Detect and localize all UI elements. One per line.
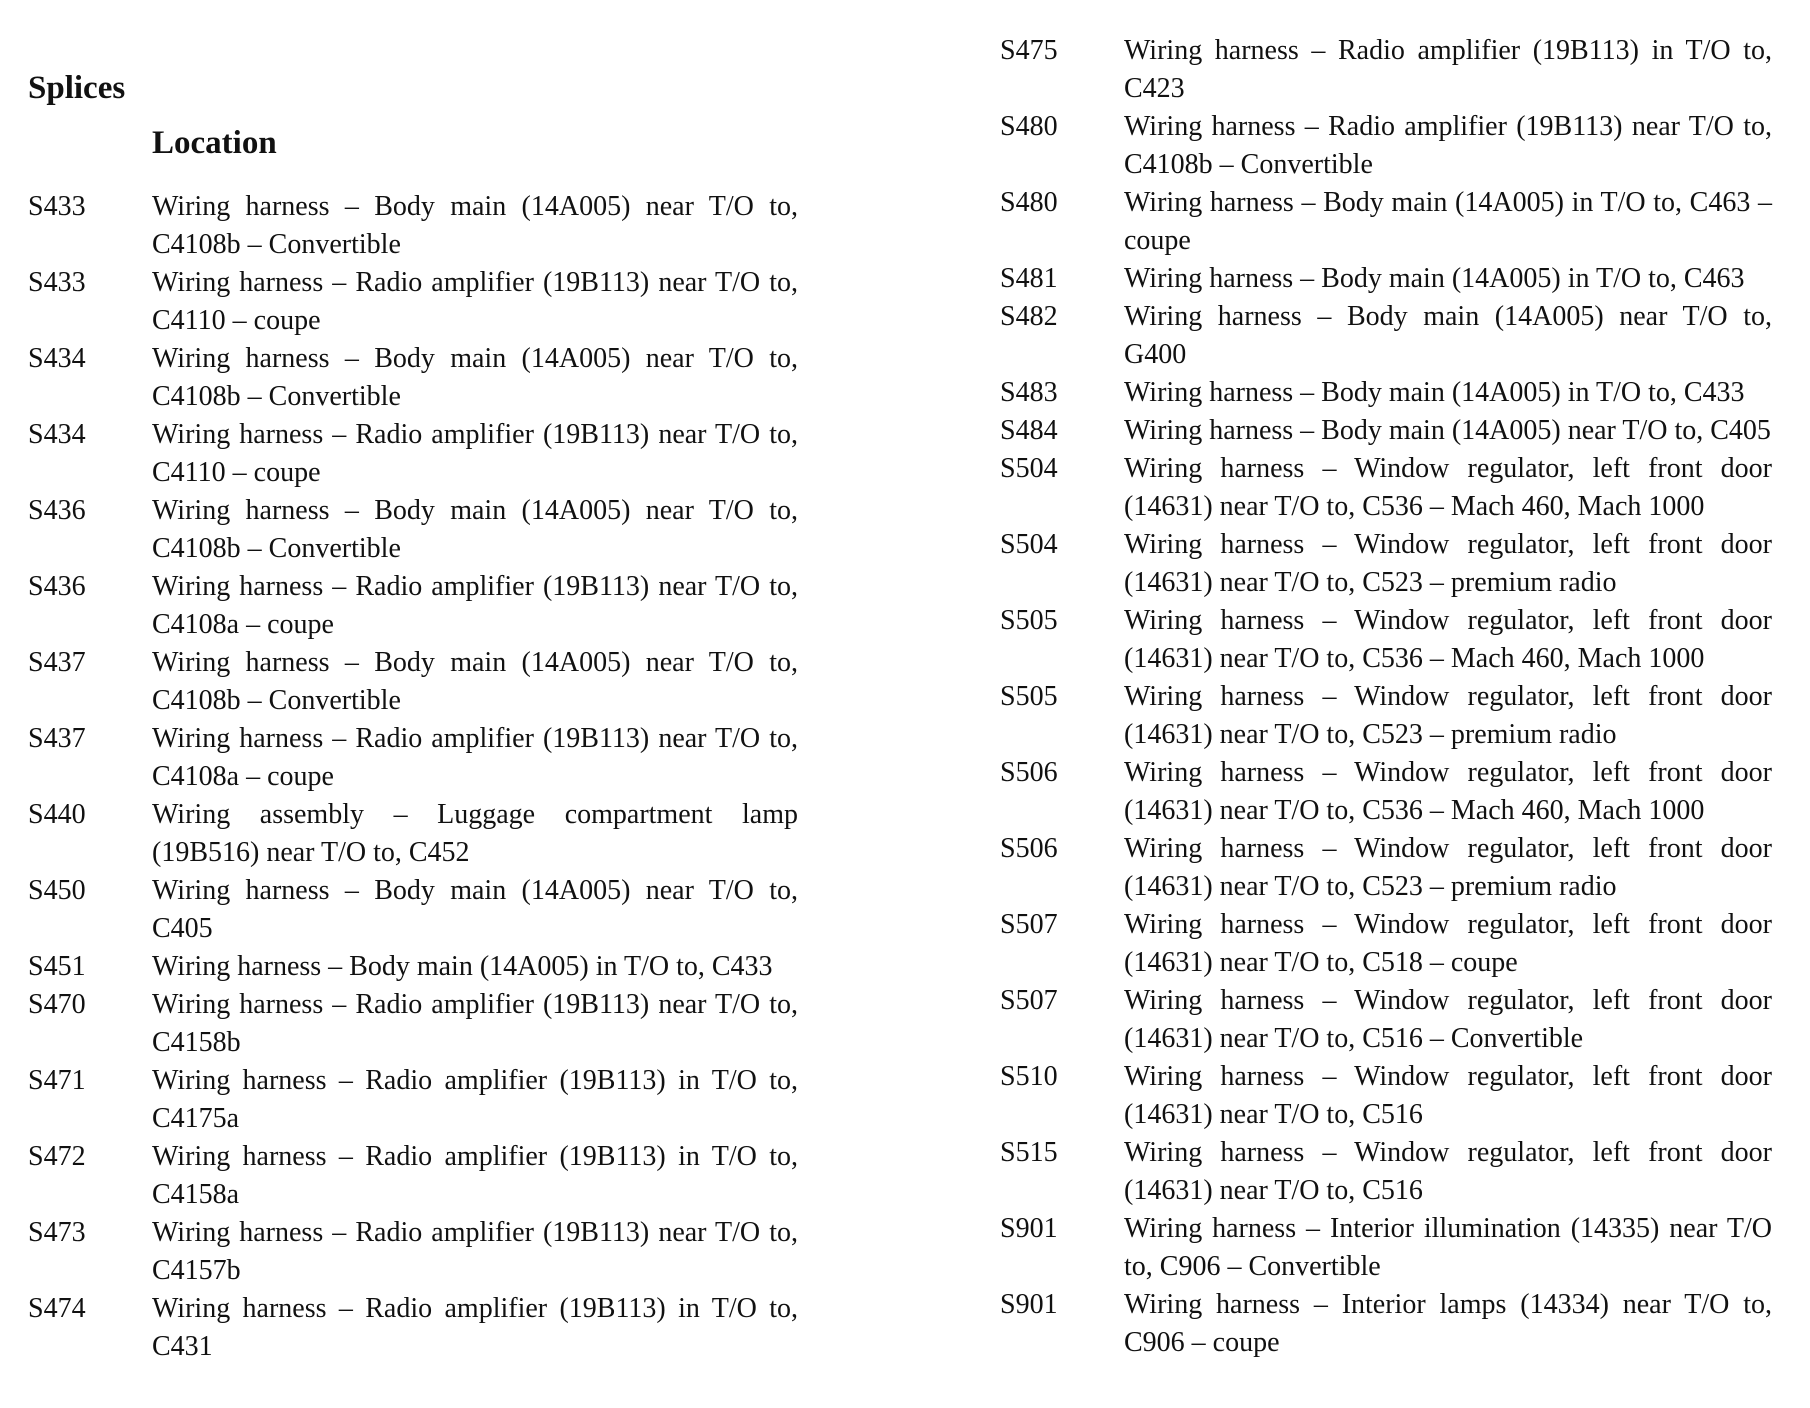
splice-entry xyxy=(1000,1058,1772,1134)
splice-id: S440 xyxy=(28,799,86,830)
splice-entry xyxy=(28,1290,798,1366)
splice-location: Wiring harness – Radio amplifier (19B113) in T/O to, C423 xyxy=(1124,35,1772,104)
splice-id: S434 xyxy=(28,343,86,374)
splice-location: Wiring harness – Window regulator, left front door (14631) near T/O to, C518 – coupe xyxy=(1124,909,1772,978)
splice-location: Wiring harness – Window regulator, left front door (14631) near T/O to, C536 – Mach 460, Mach 1000 xyxy=(1124,605,1772,674)
splice-entry xyxy=(28,264,798,340)
splice-entry xyxy=(28,1138,798,1214)
splice-id: S505 xyxy=(1000,681,1058,712)
splice-id: S515 xyxy=(1000,1137,1058,1168)
splice-id: S433 xyxy=(28,267,86,298)
splice-location: Wiring harness – Body main (14A005) in T/O to, C463 – coupe xyxy=(1124,187,1772,256)
splice-id: S475 xyxy=(1000,35,1058,66)
splice-entry xyxy=(1000,32,1772,108)
splice-id: S482 xyxy=(1000,301,1058,332)
page-title: Splices xyxy=(28,70,126,106)
splice-id: S470 xyxy=(28,989,86,1020)
splice-location: Wiring harness – Body main (14A005) in T/O to, C433 xyxy=(152,951,773,982)
splice-entry xyxy=(28,796,798,872)
splice-id: S507 xyxy=(1000,985,1058,1016)
splice-id: S473 xyxy=(28,1217,86,1248)
splice-entry xyxy=(1000,678,1772,754)
splice-id: S474 xyxy=(28,1293,86,1324)
splice-id: S433 xyxy=(28,191,86,222)
splice-location: Wiring harness – Radio amplifier (19B113) near T/O to, C4108a – coupe xyxy=(152,571,798,640)
splice-entry xyxy=(1000,298,1772,374)
splice-entry xyxy=(28,872,798,948)
splice-location: Wiring harness – Radio amplifier (19B113) in T/O to, C4158a xyxy=(152,1141,798,1210)
splice-location: Wiring harness – Window regulator, left front door (14631) near T/O to, C523 – premium radio xyxy=(1124,681,1772,750)
splice-id: S437 xyxy=(28,647,86,678)
splice-entry xyxy=(1000,108,1772,184)
splice-id: S450 xyxy=(28,875,86,906)
splice-entry xyxy=(1000,754,1772,830)
splice-id: S481 xyxy=(1000,263,1058,294)
splice-location: Wiring harness – Interior illumination (14335) near T/O to, C906 – Convertible xyxy=(1124,1213,1772,1282)
splice-entry xyxy=(28,1062,798,1138)
splice-id: S506 xyxy=(1000,757,1058,788)
splice-entry xyxy=(1000,906,1772,982)
splice-id: S507 xyxy=(1000,909,1058,940)
splice-entry xyxy=(1000,450,1772,526)
splice-id: S505 xyxy=(1000,605,1058,636)
splice-entry xyxy=(28,492,798,568)
splice-entry xyxy=(28,986,798,1062)
splice-entry xyxy=(28,1214,798,1290)
splice-entry xyxy=(1000,602,1772,678)
splice-id: S472 xyxy=(28,1141,86,1172)
splice-id: S480 xyxy=(1000,187,1058,218)
splice-location: Wiring harness – Radio amplifier (19B113) near T/O to, C4157b xyxy=(152,1217,798,1286)
splice-id: S480 xyxy=(1000,111,1058,142)
right-splice-list xyxy=(1000,32,1772,1362)
splice-location: Wiring harness – Body main (14A005) near T/O to, G400 xyxy=(1124,301,1772,370)
splice-entry xyxy=(28,416,798,492)
splice-location: Wiring harness – Radio amplifier (19B113) near T/O to, C4110 – coupe xyxy=(152,419,798,488)
splice-location: Wiring harness – Radio amplifier (19B113) near T/O to, C4110 – coupe xyxy=(152,267,798,336)
splice-id: S506 xyxy=(1000,833,1058,864)
splice-location: Wiring harness – Body main (14A005) near T/O to, C405 xyxy=(1124,415,1771,446)
splice-location: Wiring harness – Interior lamps (14334) near T/O to, C906 – coupe xyxy=(1124,1289,1772,1358)
splice-entry xyxy=(1000,830,1772,906)
splice-id: S437 xyxy=(28,723,86,754)
splice-location: Wiring harness – Body main (14A005) near T/O to, C4108b – Convertible xyxy=(152,191,798,260)
splice-entry xyxy=(28,340,798,416)
splice-entry xyxy=(1000,1286,1772,1362)
splice-location: Wiring harness – Window regulator, left front door (14631) near T/O to, C516 xyxy=(1124,1137,1772,1206)
splice-id: S901 xyxy=(1000,1213,1058,1244)
splice-entry xyxy=(28,720,798,796)
splice-id: S484 xyxy=(1000,415,1058,446)
splice-location: Wiring harness – Window regulator, left front door (14631) near T/O to, C516 xyxy=(1124,1061,1772,1130)
splice-location: Wiring harness – Radio amplifier (19B113) in T/O to, C431 xyxy=(152,1293,798,1362)
splice-entry xyxy=(1000,526,1772,602)
splice-location: Wiring harness – Radio amplifier (19B113) near T/O to, C4108a – coupe xyxy=(152,723,798,792)
splice-id: S434 xyxy=(28,419,86,450)
splice-location: Wiring harness – Radio amplifier (19B113) near T/O to, C4108b – Convertible xyxy=(1124,111,1772,180)
splice-location: Wiring harness – Body main (14A005) near T/O to, C405 xyxy=(152,875,798,944)
splice-entry xyxy=(1000,260,1772,298)
splice-id: S901 xyxy=(1000,1289,1058,1320)
splice-entry xyxy=(1000,412,1772,450)
splice-entry xyxy=(1000,374,1772,412)
splice-location: Wiring assembly – Luggage compartment lamp (19B516) near T/O to, C452 xyxy=(152,799,798,868)
splice-location: Wiring harness – Window regulator, left front door (14631) near T/O to, C536 – Mach 460, Mach 1000 xyxy=(1124,757,1772,826)
splice-entry xyxy=(28,188,798,264)
splice-location: Wiring harness – Body main (14A005) near T/O to, C4108b – Convertible xyxy=(152,343,798,412)
splice-location: Wiring harness – Window regulator, left front door (14631) near T/O to, C536 – Mach 460, Mach 1000 xyxy=(1124,453,1772,522)
splice-entry xyxy=(1000,184,1772,260)
location-heading: Location xyxy=(152,125,277,161)
splice-id: S483 xyxy=(1000,377,1058,408)
splice-location: Wiring harness – Window regulator, left front door (14631) near T/O to, C523 – premium radio xyxy=(1124,833,1772,902)
splice-location: Wiring harness – Body main (14A005) in T/O to, C433 xyxy=(1124,377,1745,408)
splice-entry xyxy=(1000,1210,1772,1286)
splice-id: S436 xyxy=(28,571,86,602)
splice-id: S436 xyxy=(28,495,86,526)
splice-id: S510 xyxy=(1000,1061,1058,1092)
splice-entry xyxy=(28,568,798,644)
splice-location: Wiring harness – Window regulator, left front door (14631) near T/O to, C523 – premium radio xyxy=(1124,529,1772,598)
splice-location: Wiring harness – Body main (14A005) in T/O to, C463 xyxy=(1124,263,1745,294)
splice-entry xyxy=(28,948,798,986)
splice-id: S504 xyxy=(1000,529,1058,560)
left-splice-list xyxy=(28,188,798,1366)
splice-id: S504 xyxy=(1000,453,1058,484)
splice-location: Wiring harness – Body main (14A005) near T/O to, C4108b – Convertible xyxy=(152,647,798,716)
splice-location: Wiring harness – Body main (14A005) near T/O to, C4108b – Convertible xyxy=(152,495,798,564)
splice-id: S451 xyxy=(28,951,86,982)
splice-location: Wiring harness – Radio amplifier (19B113) in T/O to, C4175a xyxy=(152,1065,798,1134)
splice-id: S471 xyxy=(28,1065,86,1096)
splice-location: Wiring harness – Radio amplifier (19B113) near T/O to, C4158b xyxy=(152,989,798,1058)
splice-entry xyxy=(1000,982,1772,1058)
splice-entry xyxy=(28,644,798,720)
splice-entry xyxy=(1000,1134,1772,1210)
splice-location: Wiring harness – Window regulator, left front door (14631) near T/O to, C516 – Convertible xyxy=(1124,985,1772,1054)
